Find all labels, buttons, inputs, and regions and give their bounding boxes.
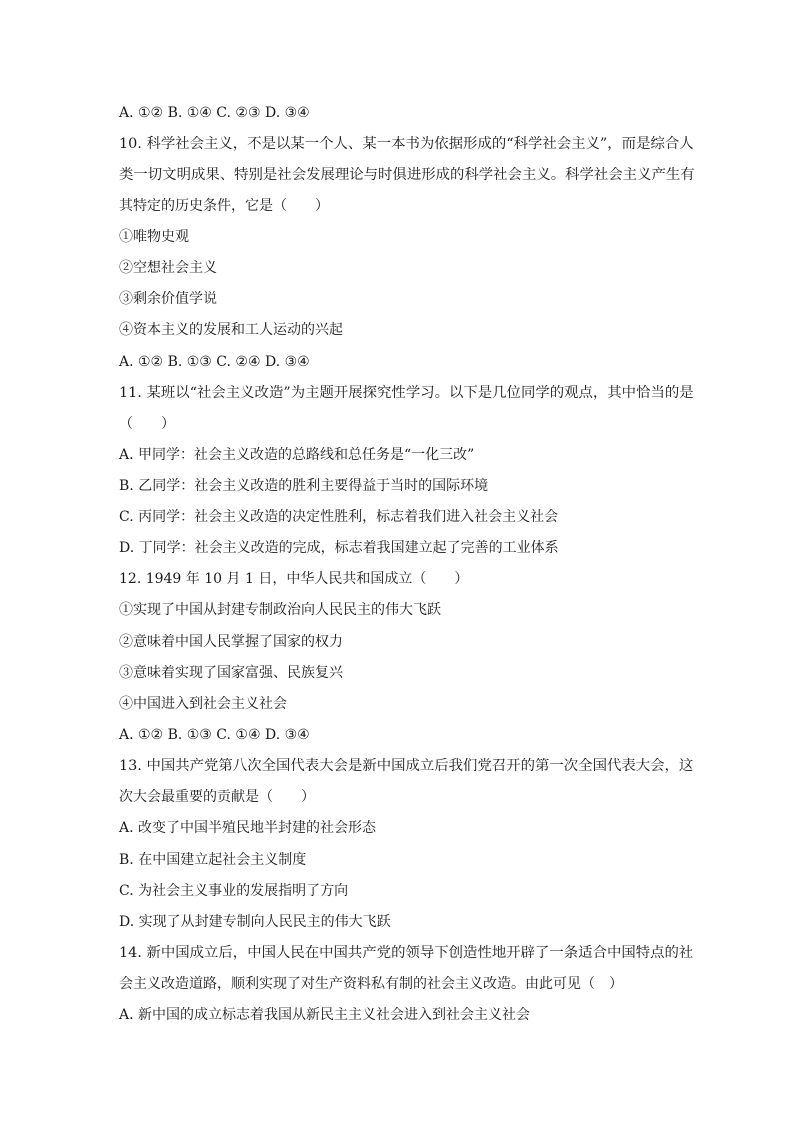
- q10-stem-line-1: 10. 科学社会主义，不是以某一个人、某一本书为依据形成的“科学社会主义”，而是综合人: [119, 136, 694, 152]
- q13-option-b: B. 在中国建立起社会主义制度: [119, 852, 307, 868]
- q13-stem-line-1: 13. 中国共产党第八次全国代表大会是新中国成立后我们党召开的第一次全国代表大会，这: [119, 758, 694, 774]
- q14-stem-line-1: 14. 新中国成立后，中国人民在中国共产党的领导下创造性地开辟了一条适合中国特点的社: [119, 945, 694, 961]
- q10-options: A. ①② B. ①③ C. ②④ D. ③④: [119, 354, 310, 370]
- q12-item-2: ②意味着中国人民掌握了国家的权力: [119, 634, 343, 650]
- q13-stem-line-2: 次大会最重要的贡献是（ ）: [119, 789, 315, 805]
- q9-options: A. ①② B. ①④ C. ②③ D. ③④: [119, 105, 310, 121]
- q13-option-c: C. 为社会主义事业的发展指明了方向: [119, 883, 349, 899]
- q10-stem-line-2: 类一切文明成果、特别是社会发展理论与时俱进形成的科学社会主义。科学社会主义产生有: [119, 167, 695, 183]
- q13-option-a: A. 改变了中国半殖民地半封建的社会形态: [119, 820, 377, 836]
- q14-option-a: A. 新中国的成立标志着我国从新民主主义社会进入到社会主义社会: [119, 1007, 531, 1023]
- q11-option-a: A. 甲同学：社会主义改造的总路线和总任务是“一化三改”: [119, 447, 475, 463]
- q12-item-4: ④中国进入到社会主义社会: [119, 696, 287, 712]
- q10-item-3: ③剩余价值学说: [119, 291, 217, 307]
- q10-item-2: ②空想社会主义: [119, 260, 217, 276]
- q12-options: A. ①② B. ①③ C. ①④ D. ③④: [119, 727, 310, 743]
- q10-item-4: ④资本主义的发展和工人运动的兴起: [119, 322, 343, 338]
- q10-stem-line-3: 其特定的历史条件，它是（ ）: [119, 198, 329, 214]
- q11-option-d: D. 丁同学：社会主义改造的完成，标志着我国建立起了完善的工业体系: [119, 540, 559, 556]
- q11-option-b: B. 乙同学：社会主义改造的胜利主要得益于当时的国际环境: [119, 478, 489, 494]
- q11-option-c: C. 丙同学：社会主义改造的决定性胜利，标志着我们进入社会主义社会: [119, 509, 559, 525]
- q11-stem-line-2: （ ）: [119, 416, 175, 432]
- q12-item-3: ③意味着实现了国家富强、民族复兴: [119, 665, 343, 681]
- q12-stem: 12. 1949 年 10 月 1 日，中华人民共和国成立（ ）: [119, 571, 469, 587]
- q13-option-d: D. 实现了从封建专制向人民民主的伟大飞跃: [119, 914, 391, 930]
- q12-item-1: ①实现了中国从封建专制政治向人民民主的伟大飞跃: [119, 602, 441, 618]
- q11-stem-line-1: 11. 某班以“社会主义改造”为主题开展探究性学习。以下是几位同学的观点，其中恰当的是: [119, 385, 694, 401]
- q14-stem-line-2: 会主义改造道路，顺利实现了对生产资料私有制的社会主义改造。由此可见（ ）: [119, 976, 623, 992]
- q10-item-1: ①唯物史观: [119, 229, 189, 245]
